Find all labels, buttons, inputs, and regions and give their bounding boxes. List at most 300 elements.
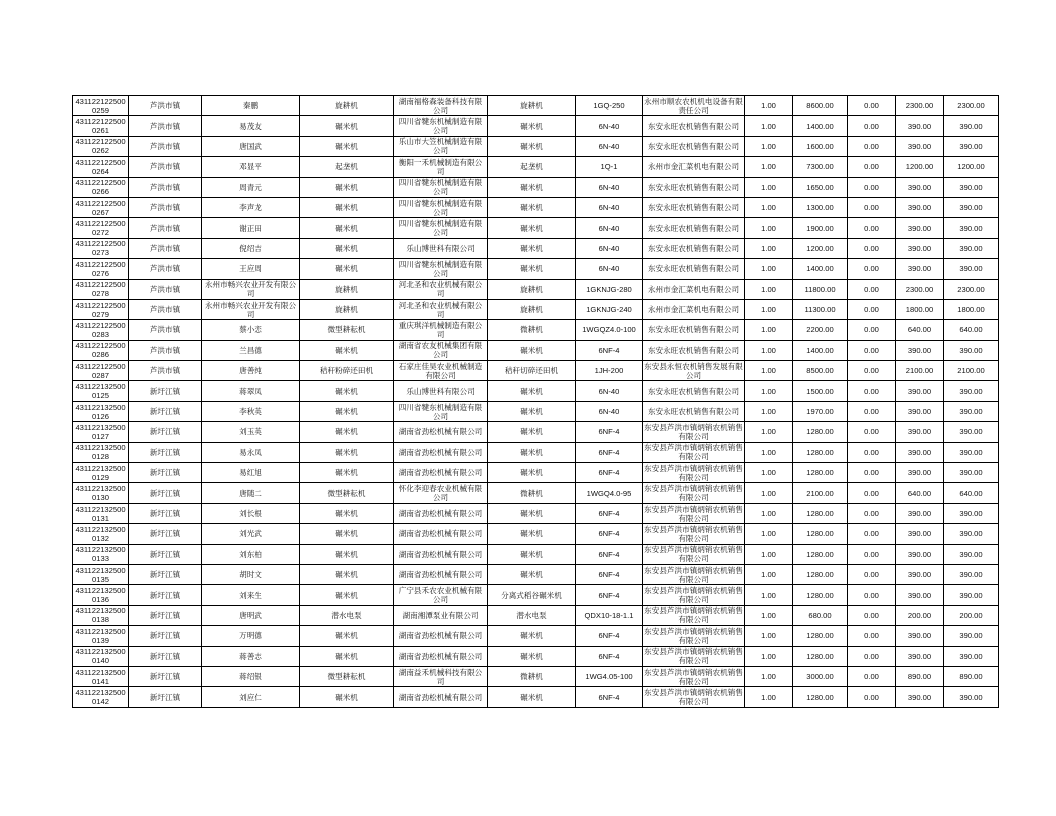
machine-category-cell: 微型耕耘机 — [300, 483, 394, 503]
applicant-name-cell: 谢正田 — [202, 218, 300, 238]
applicant-name-cell: 易永凤 — [202, 442, 300, 462]
quantity-cell: 1.00 — [745, 687, 793, 707]
subsidy-cell: 1800.00 — [896, 299, 944, 319]
subsidy-cell: 390.00 — [896, 524, 944, 544]
table-row — [73, 238, 999, 258]
table-row — [73, 116, 999, 136]
table-row — [73, 401, 999, 421]
amount-cell: 0.00 — [848, 463, 896, 483]
subsidy-cell: 2300.00 — [896, 96, 944, 116]
machine-category-cell: 碾米机 — [300, 340, 394, 360]
machine-category-cell: 旋耕机 — [300, 279, 394, 299]
machine-item-cell: 碾米机 — [488, 524, 576, 544]
application-id-cell: 4311221325000139 — [73, 626, 129, 646]
application-id-cell: 4311221225000259 — [73, 96, 129, 116]
application-id-cell: 4311221225000273 — [73, 238, 129, 258]
manufacturer-cell: 广宁县禾农农业机械有限公司 — [394, 585, 488, 605]
application-id-cell: 4311221225000264 — [73, 157, 129, 177]
manufacturer-cell: 四川省犍东机械制造有限公司 — [394, 177, 488, 197]
machine-item-cell: 旋耕机 — [488, 299, 576, 319]
applicant-name-cell: 蒋善志 — [202, 646, 300, 666]
quantity-cell: 1.00 — [745, 238, 793, 258]
machine-item-cell: 碾米机 — [488, 259, 576, 279]
machine-item-cell: 碾米机 — [488, 177, 576, 197]
quantity-cell: 1.00 — [745, 320, 793, 340]
quantity-cell: 1.00 — [745, 564, 793, 584]
dealer-cell: 东安县芦洪市镇炳销农机销售有限公司 — [644, 647, 743, 666]
manufacturer-cell: 四川省犍东机械制造有限公司 — [394, 401, 488, 421]
quantity-cell: 1.00 — [745, 177, 793, 197]
table-row — [73, 503, 999, 523]
total-subsidy-cell: 390.00 — [944, 238, 999, 258]
price-cell: 1900.00 — [793, 218, 848, 238]
total-subsidy-cell: 390.00 — [944, 503, 999, 523]
town-cell: 新圩江镇 — [129, 401, 202, 421]
model-cell: 6N-40 — [576, 136, 643, 156]
amount-cell: 0.00 — [848, 646, 896, 666]
subsidy-cell: 640.00 — [896, 320, 944, 340]
applicant-name-cell: 李声龙 — [202, 197, 300, 217]
applicant-name-cell: 蒋绍银 — [202, 666, 300, 686]
subsidy-cell: 390.00 — [896, 626, 944, 646]
machine-category-cell: 碾米机 — [300, 259, 394, 279]
model-cell: 6NF-4 — [576, 544, 643, 564]
model-cell: 1JH-200 — [576, 361, 643, 381]
manufacturer-cell: 河北圣和农业机械有限公司 — [394, 279, 488, 299]
machine-item-cell: 微耕机 — [488, 666, 576, 686]
total-subsidy-cell: 390.00 — [944, 116, 999, 136]
subsidy-cell: 2300.00 — [896, 279, 944, 299]
dealer-cell: 东安县芦洪市镇炳销农机销售有限公司 — [644, 422, 743, 441]
manufacturer-cell: 乐山博世科有限公司 — [394, 238, 488, 258]
amount-cell: 0.00 — [848, 524, 896, 544]
manufacturer-cell: 湖南省劲松机械有限公司 — [394, 687, 488, 707]
applicant-name-cell: 李秋英 — [202, 401, 300, 421]
dealer-cell: 东安县芦洪市镇炳销农机销售有限公司 — [644, 443, 743, 462]
total-subsidy-cell: 390.00 — [944, 136, 999, 156]
subsidy-cell: 390.00 — [896, 463, 944, 483]
machine-item-cell: 碾米机 — [488, 626, 576, 646]
total-subsidy-cell: 390.00 — [944, 463, 999, 483]
table-row — [73, 422, 999, 442]
price-cell: 7300.00 — [793, 157, 848, 177]
applicant-name-cell: 倪绍吉 — [202, 238, 300, 258]
table-row — [73, 177, 999, 197]
total-subsidy-cell: 390.00 — [944, 259, 999, 279]
machine-item-cell: 旋耕机 — [488, 96, 576, 116]
machine-category-cell: 潜水电泵 — [300, 605, 394, 625]
machine-category-cell: 碾米机 — [300, 442, 394, 462]
machine-item-cell: 碾米机 — [488, 503, 576, 523]
subsidy-cell: 390.00 — [896, 401, 944, 421]
town-cell: 芦洪市镇 — [129, 136, 202, 156]
application-id-cell: 4311221325000141 — [73, 666, 129, 686]
machine-category-cell: 微型耕耘机 — [300, 666, 394, 686]
total-subsidy-cell: 390.00 — [944, 646, 999, 666]
quantity-cell: 1.00 — [745, 218, 793, 238]
machine-item-cell: 微耕机 — [488, 320, 576, 340]
manufacturer-cell: 湖南省劲松机械有限公司 — [394, 646, 488, 666]
application-id-cell: 4311221225000278 — [73, 279, 129, 299]
application-id-cell: 4311221325000127 — [73, 422, 129, 442]
price-cell: 1280.00 — [793, 585, 848, 605]
table-row — [73, 442, 999, 462]
applicant-name-cell: 刘来生 — [202, 585, 300, 605]
machine-category-cell: 起垄机 — [300, 157, 394, 177]
price-cell: 1280.00 — [793, 646, 848, 666]
subsidy-cell: 640.00 — [896, 483, 944, 503]
manufacturer-cell: 湖南省农友机械集团有限公司 — [394, 340, 488, 360]
application-id-cell: 4311221225000286 — [73, 340, 129, 360]
town-cell: 芦洪市镇 — [129, 218, 202, 238]
model-cell: 6N-40 — [576, 197, 643, 217]
total-subsidy-cell: 1200.00 — [944, 157, 999, 177]
applicant-name-cell: 唐善纯 — [202, 361, 300, 381]
total-subsidy-cell: 2300.00 — [944, 279, 999, 299]
machine-category-cell: 碾米机 — [300, 401, 394, 421]
model-cell: 6NF-4 — [576, 687, 643, 707]
application-id-cell: 4311221225000279 — [73, 299, 129, 319]
applicant-name-cell: 刘应仁 — [202, 687, 300, 707]
dealer-cell: 东安县芦洪市镇炳销农机销售有限公司 — [644, 463, 743, 482]
town-cell: 芦洪市镇 — [129, 299, 202, 319]
model-cell: 6NF-4 — [576, 626, 643, 646]
price-cell: 1280.00 — [793, 442, 848, 462]
manufacturer-cell: 四川省犍东机械制造有限公司 — [394, 218, 488, 238]
quantity-cell: 1.00 — [745, 157, 793, 177]
amount-cell: 0.00 — [848, 197, 896, 217]
town-cell: 芦洪市镇 — [129, 238, 202, 258]
machine-item-cell: 碾米机 — [488, 238, 576, 258]
price-cell: 1400.00 — [793, 259, 848, 279]
amount-cell: 0.00 — [848, 626, 896, 646]
amount-cell: 0.00 — [848, 279, 896, 299]
subsidy-cell: 390.00 — [896, 544, 944, 564]
applicant-name-cell: 蔡小恋 — [202, 320, 300, 340]
manufacturer-cell: 湖南省劲松机械有限公司 — [394, 422, 488, 442]
application-id-cell: 4311221325000129 — [73, 463, 129, 483]
dealer-cell: 东安县芦洪市镇炳销农机销售有限公司 — [644, 667, 743, 686]
machine-item-cell: 碾米机 — [488, 564, 576, 584]
table-row — [73, 320, 999, 340]
model-cell: 1WGQ4.0-95 — [576, 483, 643, 503]
price-cell: 8600.00 — [793, 96, 848, 116]
price-cell: 2100.00 — [793, 483, 848, 503]
model-cell: 6NF-4 — [576, 524, 643, 544]
table-row — [73, 361, 999, 381]
machine-item-cell: 微耕机 — [488, 483, 576, 503]
quantity-cell: 1.00 — [745, 483, 793, 503]
quantity-cell: 1.00 — [745, 503, 793, 523]
application-id-cell: 4311221325000131 — [73, 503, 129, 523]
subsidy-cell: 390.00 — [896, 422, 944, 442]
subsidy-cell: 390.00 — [896, 340, 944, 360]
subsidy-cell: 1200.00 — [896, 157, 944, 177]
model-cell: QDX10-18-1.1 — [576, 605, 643, 625]
dealer-cell: 东安县芦洪市镇炳销农机销售有限公司 — [644, 545, 743, 564]
model-cell: 6N-40 — [576, 116, 643, 136]
total-subsidy-cell: 390.00 — [944, 401, 999, 421]
dealer-cell: 东安县芦洪市镇炳销农机销售有限公司 — [644, 524, 743, 543]
applicant-name-cell: 易茂友 — [202, 116, 300, 136]
subsidy-cell: 390.00 — [896, 564, 944, 584]
application-id-cell: 4311221325000130 — [73, 483, 129, 503]
dealer-cell: 东安永旺农机销售有限公司 — [643, 136, 745, 156]
amount-cell: 0.00 — [848, 422, 896, 442]
applicant-name-cell: 邓显平 — [202, 157, 300, 177]
applicant-name-cell: 唐随二 — [202, 483, 300, 503]
amount-cell: 0.00 — [848, 218, 896, 238]
quantity-cell: 1.00 — [745, 463, 793, 483]
machine-category-cell: 碾米机 — [300, 116, 394, 136]
machine-category-cell: 微型耕耘机 — [300, 320, 394, 340]
model-cell: 6N-40 — [576, 259, 643, 279]
application-id-cell: 4311221325000128 — [73, 442, 129, 462]
quantity-cell: 1.00 — [745, 442, 793, 462]
dealer-cell: 东安县芦洪市镇炳销农机销售有限公司 — [644, 565, 743, 584]
dealer-cell: 东安县芦洪市镇炳销农机销售有限公司 — [644, 586, 743, 605]
machine-item-cell: 碾米机 — [488, 401, 576, 421]
dealer-cell: 东安永旺农机销售有限公司 — [643, 197, 745, 217]
amount-cell: 0.00 — [848, 585, 896, 605]
subsidy-cell: 390.00 — [896, 238, 944, 258]
quantity-cell: 1.00 — [745, 96, 793, 116]
manufacturer-cell: 四川省犍东机械制造有限公司 — [394, 259, 488, 279]
amount-cell: 0.00 — [848, 381, 896, 401]
price-cell: 680.00 — [793, 605, 848, 625]
manufacturer-cell: 乐山市大笠机械制造有限公司 — [394, 136, 488, 156]
quantity-cell: 1.00 — [745, 361, 793, 381]
applicant-name-cell: 永州市畅兴农业开发有限公司 — [202, 299, 300, 319]
table-row — [73, 299, 999, 319]
manufacturer-cell: 湖南省劲松机械有限公司 — [394, 626, 488, 646]
table-row — [73, 96, 999, 116]
machine-category-cell: 旋耕机 — [300, 299, 394, 319]
manufacturer-cell: 湖南省劲松机械有限公司 — [394, 524, 488, 544]
quantity-cell: 1.00 — [745, 197, 793, 217]
manufacturer-cell: 河北圣和农业机械有限公司 — [394, 299, 488, 319]
amount-cell: 0.00 — [848, 564, 896, 584]
table-row — [73, 605, 999, 625]
machine-item-cell: 分离式稻谷碾米机 — [488, 585, 576, 605]
manufacturer-cell: 四川省犍东机械制造有限公司 — [394, 116, 488, 136]
total-subsidy-cell: 390.00 — [944, 422, 999, 442]
dealer-cell: 东安永旺农机销售有限公司 — [643, 401, 745, 421]
applicant-name-cell: 永州市畅兴农业开发有限公司 — [202, 279, 300, 299]
machine-item-cell: 碾米机 — [488, 463, 576, 483]
model-cell: 6N-40 — [576, 381, 643, 401]
subsidy-cell: 200.00 — [896, 605, 944, 625]
subsidy-cell: 390.00 — [896, 177, 944, 197]
total-subsidy-cell: 390.00 — [944, 564, 999, 584]
quantity-cell: 1.00 — [745, 585, 793, 605]
applicant-name-cell: 胡时文 — [202, 564, 300, 584]
model-cell: 6NF-4 — [576, 585, 643, 605]
machine-category-cell: 碾米机 — [300, 626, 394, 646]
machine-category-cell: 碾米机 — [300, 463, 394, 483]
price-cell: 11800.00 — [793, 279, 848, 299]
manufacturer-cell: 湖南省劲松机械有限公司 — [394, 564, 488, 584]
amount-cell: 0.00 — [848, 299, 896, 319]
application-id-cell: 4311221325000142 — [73, 687, 129, 707]
application-id-cell: 4311221325000138 — [73, 605, 129, 625]
total-subsidy-cell: 640.00 — [944, 483, 999, 503]
manufacturer-cell: 湖南湘潭泵业有限公司 — [394, 605, 488, 625]
amount-cell: 0.00 — [848, 503, 896, 523]
town-cell: 芦洪市镇 — [129, 157, 202, 177]
machine-category-cell: 碾米机 — [300, 646, 394, 666]
applicant-name-cell: 蒋翠凤 — [202, 381, 300, 401]
town-cell: 芦洪市镇 — [129, 177, 202, 197]
town-cell: 新圩江镇 — [129, 585, 202, 605]
table-row — [73, 259, 999, 279]
model-cell: 1GKNJG-240 — [576, 299, 643, 319]
application-id-cell: 4311221325000125 — [73, 381, 129, 401]
subsidy-cell: 390.00 — [896, 218, 944, 238]
machine-item-cell: 秸秆切碎还田机 — [488, 361, 576, 381]
machine-category-cell: 碾米机 — [300, 197, 394, 217]
application-id-cell: 4311221225000276 — [73, 259, 129, 279]
model-cell: 6N-40 — [576, 401, 643, 421]
table-row — [73, 197, 999, 217]
quantity-cell: 1.00 — [745, 666, 793, 686]
subsidy-cell: 2100.00 — [896, 361, 944, 381]
total-subsidy-cell: 200.00 — [944, 605, 999, 625]
machine-item-cell: 碾米机 — [488, 197, 576, 217]
model-cell: 6NF-4 — [576, 340, 643, 360]
total-subsidy-cell: 390.00 — [944, 177, 999, 197]
table-body — [73, 96, 999, 708]
amount-cell: 0.00 — [848, 136, 896, 156]
total-subsidy-cell: 1800.00 — [944, 299, 999, 319]
quantity-cell: 1.00 — [745, 299, 793, 319]
manufacturer-cell: 怀化李迎春农业机械有限公司 — [394, 483, 488, 503]
amount-cell: 0.00 — [848, 605, 896, 625]
town-cell: 新圩江镇 — [129, 544, 202, 564]
machine-category-cell: 碾米机 — [300, 503, 394, 523]
applicant-name-cell: 唐明武 — [202, 605, 300, 625]
applicant-name-cell: 刘玉英 — [202, 422, 300, 442]
price-cell: 1650.00 — [793, 177, 848, 197]
applicant-name-cell: 刘东柏 — [202, 544, 300, 564]
price-cell: 3000.00 — [793, 666, 848, 686]
amount-cell: 0.00 — [848, 177, 896, 197]
town-cell: 新圩江镇 — [129, 626, 202, 646]
manufacturer-cell: 湖南福格森装备科技有限公司 — [394, 96, 488, 116]
subsidy-cell: 390.00 — [896, 381, 944, 401]
dealer-cell: 东安永旺农机销售有限公司 — [643, 218, 745, 238]
price-cell: 2200.00 — [793, 320, 848, 340]
machine-category-cell: 碾米机 — [300, 585, 394, 605]
application-id-cell: 4311221325000133 — [73, 544, 129, 564]
price-cell: 1400.00 — [793, 116, 848, 136]
amount-cell: 0.00 — [848, 238, 896, 258]
table-row — [73, 626, 999, 646]
machine-category-cell: 碾米机 — [300, 238, 394, 258]
model-cell: 6N-40 — [576, 238, 643, 258]
total-subsidy-cell: 390.00 — [944, 442, 999, 462]
town-cell: 新圩江镇 — [129, 605, 202, 625]
price-cell: 1280.00 — [793, 524, 848, 544]
quantity-cell: 1.00 — [745, 544, 793, 564]
machine-item-cell: 碾米机 — [488, 646, 576, 666]
table-row — [73, 279, 999, 299]
application-id-cell: 4311221225000266 — [73, 177, 129, 197]
quantity-cell: 1.00 — [745, 340, 793, 360]
quantity-cell: 1.00 — [745, 381, 793, 401]
dealer-cell: 东安县永恒农机销售发展有限公司 — [644, 361, 743, 380]
town-cell: 芦洪市镇 — [129, 279, 202, 299]
table-row — [73, 381, 999, 401]
table-row — [73, 687, 999, 707]
total-subsidy-cell: 390.00 — [944, 524, 999, 544]
machine-category-cell: 碾米机 — [300, 422, 394, 442]
town-cell: 芦洪市镇 — [129, 361, 202, 381]
town-cell: 芦洪市镇 — [129, 320, 202, 340]
model-cell: 1WGQZ4.0-100 — [576, 320, 643, 340]
application-id-cell: 4311221225000261 — [73, 116, 129, 136]
applicant-name-cell: 刘长根 — [202, 503, 300, 523]
subsidy-cell: 890.00 — [896, 666, 944, 686]
subsidy-cell: 390.00 — [896, 687, 944, 707]
machine-item-cell: 起垄机 — [488, 157, 576, 177]
subsidy-cell: 390.00 — [896, 503, 944, 523]
machine-category-cell: 碾米机 — [300, 177, 394, 197]
amount-cell: 0.00 — [848, 666, 896, 686]
machine-item-cell: 碾米机 — [488, 544, 576, 564]
dealer-cell: 东安县芦洪市镇炳销农机销售有限公司 — [644, 606, 743, 625]
machine-item-cell: 碾米机 — [488, 687, 576, 707]
town-cell: 新圩江镇 — [129, 422, 202, 442]
model-cell: 1GKNJG-280 — [576, 279, 643, 299]
amount-cell: 0.00 — [848, 687, 896, 707]
dealer-cell: 东安永旺农机销售有限公司 — [643, 340, 745, 360]
quantity-cell: 1.00 — [745, 279, 793, 299]
price-cell: 1400.00 — [793, 340, 848, 360]
machine-category-cell: 碾米机 — [300, 524, 394, 544]
manufacturer-cell: 湖南省劲松机械有限公司 — [394, 463, 488, 483]
manufacturer-cell: 湖南省劲松机械有限公司 — [394, 544, 488, 564]
town-cell: 新圩江镇 — [129, 687, 202, 707]
amount-cell: 0.00 — [848, 401, 896, 421]
amount-cell: 0.00 — [848, 320, 896, 340]
machine-category-cell: 碾米机 — [300, 381, 394, 401]
total-subsidy-cell: 890.00 — [944, 666, 999, 686]
town-cell: 芦洪市镇 — [129, 259, 202, 279]
total-subsidy-cell: 640.00 — [944, 320, 999, 340]
applicant-name-cell: 唐国武 — [202, 136, 300, 156]
applicant-name-cell: 易红旭 — [202, 463, 300, 483]
subsidy-cell: 390.00 — [896, 442, 944, 462]
table-row — [73, 218, 999, 238]
model-cell: 1Q-1 — [576, 157, 643, 177]
price-cell: 1970.00 — [793, 401, 848, 421]
machine-category-cell: 碾米机 — [300, 564, 394, 584]
town-cell: 新圩江镇 — [129, 666, 202, 686]
town-cell: 新圩江镇 — [129, 381, 202, 401]
manufacturer-cell: 湖南益禾机械科技有限公司 — [394, 666, 488, 686]
amount-cell: 0.00 — [848, 361, 896, 381]
total-subsidy-cell: 390.00 — [944, 585, 999, 605]
table-row — [73, 544, 999, 564]
application-id-cell: 4311221225000272 — [73, 218, 129, 238]
application-id-cell: 4311221325000126 — [73, 401, 129, 421]
machine-item-cell: 碾米机 — [488, 381, 576, 401]
price-cell: 1280.00 — [793, 544, 848, 564]
application-id-cell: 4311221325000136 — [73, 585, 129, 605]
model-cell: 6NF-4 — [576, 442, 643, 462]
amount-cell: 0.00 — [848, 96, 896, 116]
